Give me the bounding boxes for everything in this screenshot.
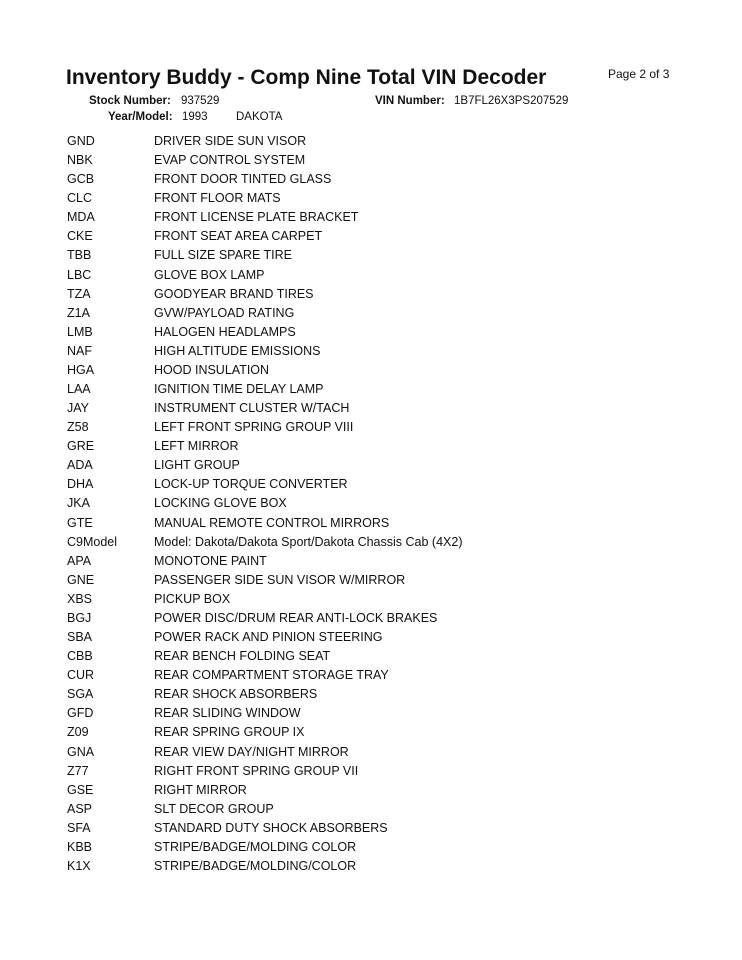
list-item (0, 151, 742, 170)
list-item (0, 704, 742, 723)
option-description: FRONT DOOR TINTED GLASS (154, 172, 332, 187)
vin-number-label: VIN Number: (375, 95, 445, 107)
option-description: LIGHT GROUP (154, 458, 240, 473)
list-item (0, 380, 742, 399)
option-description: FRONT LICENSE PLATE BRACKET (154, 210, 359, 225)
option-code: NAF (67, 343, 92, 358)
list-item (0, 552, 742, 571)
year-model-label: Year/Model: (108, 111, 173, 123)
list-item (0, 246, 742, 265)
vin-number-value: 1B7FL26X3PS207529 (454, 95, 569, 107)
option-code: ASP (67, 801, 93, 816)
option-description: FRONT SEAT AREA CARPET (154, 229, 323, 244)
option-description: REAR SHOCK ABSORBERS (154, 687, 318, 702)
list-item (0, 170, 742, 189)
option-code: BGJ (67, 610, 92, 625)
option-description: POWER DISC/DRUM REAR ANTI-LOCK BRAKES (154, 610, 438, 625)
list-item (0, 647, 742, 666)
stock-number-label: Stock Number: (89, 95, 171, 107)
list-item (0, 800, 742, 819)
option-description: PASSENGER SIDE SUN VISOR W/MIRROR (154, 572, 406, 587)
list-item (0, 781, 742, 800)
list-item (0, 838, 742, 857)
option-code: JKA (67, 496, 90, 511)
list-item (0, 437, 742, 456)
list-item (0, 590, 742, 609)
option-description: REAR VIEW DAY/NIGHT MIRROR (154, 744, 349, 759)
option-description: REAR SPRING GROUP IX (154, 725, 305, 740)
list-item (0, 418, 742, 437)
list-item (0, 762, 742, 781)
option-description: HIGH ALTITUDE EMISSIONS (154, 343, 321, 358)
option-description: REAR BENCH FOLDING SEAT (154, 649, 331, 664)
option-code: LMB (67, 324, 93, 339)
list-item (0, 342, 742, 361)
option-code: GNE (67, 572, 95, 587)
option-description: REAR SLIDING WINDOW (154, 706, 301, 721)
option-description: STRIPE/BADGE/MOLDING/COLOR (154, 858, 357, 873)
list-item (0, 266, 742, 285)
option-description: FULL SIZE SPARE TIRE (154, 248, 293, 263)
list-item (0, 571, 742, 590)
option-code: K1X (67, 858, 91, 873)
option-description: PICKUP BOX (154, 591, 231, 606)
option-description: GVW/PAYLOAD RATING (154, 305, 295, 320)
option-code: GCB (67, 172, 95, 187)
option-code: NBK (67, 153, 93, 168)
option-code: GFD (67, 706, 94, 721)
list-item (0, 227, 742, 246)
option-description: LOCKING GLOVE BOX (154, 496, 287, 511)
list-item (0, 189, 742, 208)
list-item (0, 323, 742, 342)
option-code: HGA (67, 362, 95, 377)
option-description: RIGHT MIRROR (154, 782, 247, 797)
list-item (0, 743, 742, 762)
option-description: LEFT MIRROR (154, 439, 239, 454)
list-item (0, 399, 742, 418)
option-description: LEFT FRONT SPRING GROUP VIII (154, 420, 354, 435)
option-code: MDA (67, 210, 95, 225)
option-code: CLC (67, 191, 93, 206)
option-description: RIGHT FRONT SPRING GROUP VII (154, 763, 359, 778)
vin-number-line (375, 95, 569, 107)
option-code: LAA (67, 382, 91, 397)
list-item (0, 208, 742, 227)
option-code: SBA (67, 630, 93, 645)
option-code: GTE (67, 515, 93, 530)
list-item (0, 456, 742, 475)
list-item (0, 609, 742, 628)
list-item (0, 857, 742, 876)
option-code: CUR (67, 668, 95, 683)
year-model-line (108, 111, 283, 123)
option-code: GSE (67, 782, 94, 797)
option-code: Z1A (67, 305, 90, 320)
option-code: GNA (67, 744, 95, 759)
list-item (0, 514, 742, 533)
list-item (0, 132, 742, 151)
list-item (0, 361, 742, 380)
page-number: Page 2 of 3 (608, 67, 670, 81)
option-description: HOOD INSULATION (154, 362, 270, 377)
option-code: XBS (67, 591, 93, 606)
option-code-list (0, 132, 742, 876)
option-description: INSTRUMENT CLUSTER W/TACH (154, 401, 350, 416)
option-description: FRONT FLOOR MATS (154, 191, 281, 206)
option-code: GRE (67, 439, 95, 454)
option-description: Model: Dakota/Dakota Sport/Dakota Chassis Cab (4X2) (154, 534, 463, 549)
option-description: SLT DECOR GROUP (154, 801, 274, 816)
option-code: KBB (67, 839, 93, 854)
list-item (0, 533, 742, 552)
option-code: SGA (67, 687, 94, 702)
option-code: CKE (67, 229, 93, 244)
option-description: MANUAL REMOTE CONTROL MIRRORS (154, 515, 390, 530)
option-description: STRIPE/BADGE/MOLDING COLOR (154, 839, 357, 854)
option-code: APA (67, 553, 92, 568)
option-code: TBB (67, 248, 92, 263)
option-code: DHA (67, 477, 94, 492)
list-item (0, 819, 742, 838)
model-value: DAKOTA (236, 111, 283, 123)
option-code: LBC (67, 267, 92, 282)
option-description: GLOVE BOX LAMP (154, 267, 265, 282)
option-description: MONOTONE PAINT (154, 553, 267, 568)
option-description: POWER RACK AND PINION STEERING (154, 630, 383, 645)
option-code: Z77 (67, 763, 89, 778)
option-description: LOCK-UP TORQUE CONVERTER (154, 477, 348, 492)
option-code: SFA (67, 820, 91, 835)
option-code: JAY (67, 401, 89, 416)
year-value: 1993 (182, 111, 208, 123)
option-code: CBB (67, 649, 93, 664)
stock-number-value: 937529 (181, 95, 220, 107)
option-description: STANDARD DUTY SHOCK ABSORBERS (154, 820, 388, 835)
list-item (0, 685, 742, 704)
list-item (0, 666, 742, 685)
option-code: GND (67, 134, 95, 148)
option-code: Z09 (67, 725, 89, 740)
stock-number-line (89, 95, 220, 107)
option-description: DRIVER SIDE SUN VISOR (154, 134, 307, 148)
list-item (0, 304, 742, 323)
page-title: Inventory Buddy - Comp Nine Total VIN Decoder (66, 66, 547, 89)
list-item (0, 628, 742, 647)
option-description: IGNITION TIME DELAY LAMP (154, 382, 324, 397)
list-item (0, 494, 742, 513)
list-item (0, 475, 742, 494)
option-code: ADA (67, 458, 93, 473)
list-item (0, 285, 742, 304)
option-code: Z58 (67, 420, 89, 435)
option-code: C9Model (67, 534, 118, 549)
option-code: TZA (67, 286, 91, 301)
list-item (0, 723, 742, 742)
option-description: GOODYEAR BRAND TIRES (154, 286, 314, 301)
option-description: REAR COMPARTMENT STORAGE TRAY (154, 668, 389, 683)
option-description: HALOGEN HEADLAMPS (154, 324, 296, 339)
option-description: EVAP CONTROL SYSTEM (154, 153, 306, 168)
